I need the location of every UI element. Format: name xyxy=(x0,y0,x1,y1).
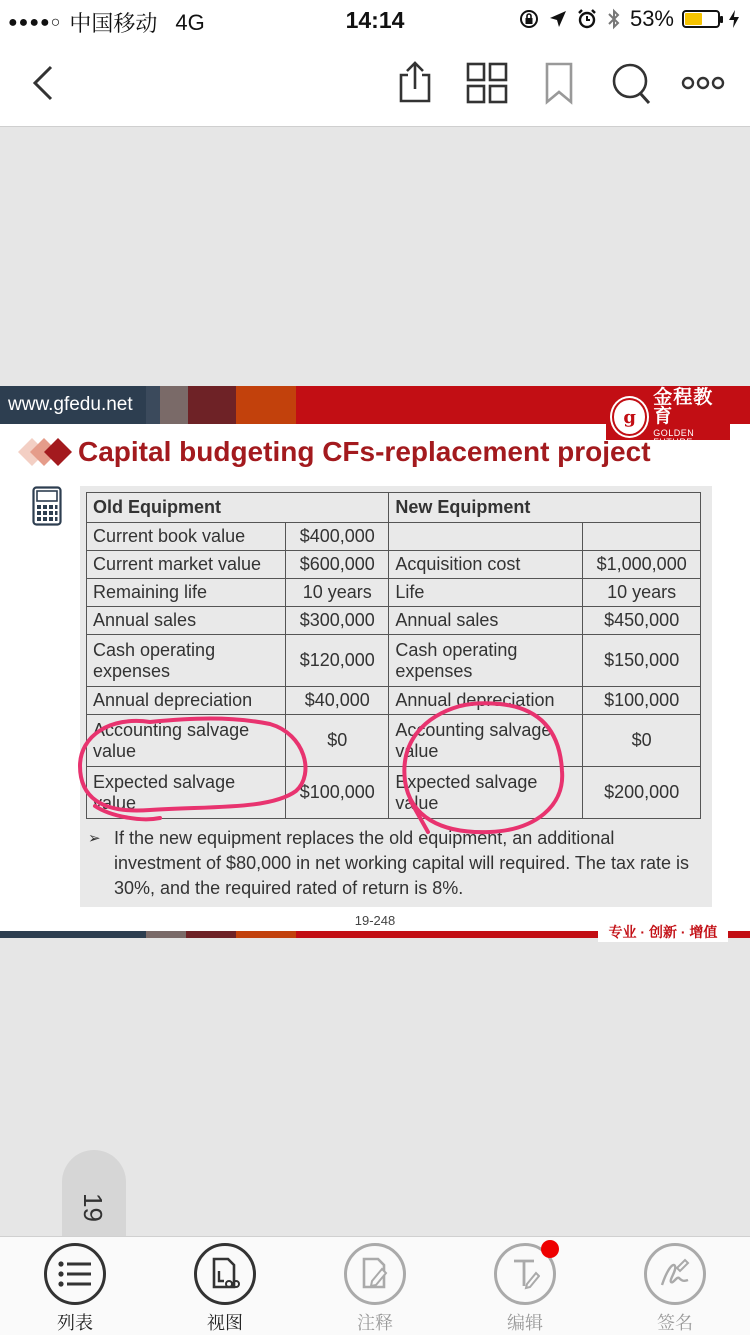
title-diamonds-icon xyxy=(18,436,76,468)
table-row xyxy=(87,607,701,635)
old-value: $600,000 xyxy=(286,551,389,579)
new-label: Annual sales xyxy=(389,607,583,635)
new-value: $0 xyxy=(583,715,701,767)
new-value: 10 years xyxy=(583,579,701,607)
old-value: 10 years xyxy=(286,579,389,607)
nav-annotate-label: 注释 xyxy=(357,1313,393,1333)
nav-signature-label: 签名 xyxy=(657,1313,693,1333)
charging-bolt-icon xyxy=(728,9,740,29)
nav-view-label: 视图 xyxy=(207,1313,243,1333)
carrier-name: 中国移动 xyxy=(69,11,158,36)
new-value: $450,000 xyxy=(583,607,701,635)
share-icon xyxy=(393,61,437,105)
table-row xyxy=(87,635,701,687)
table-row xyxy=(87,767,701,819)
status-left xyxy=(8,7,205,38)
old-value: $40,000 xyxy=(286,687,389,715)
new-equipment-header: New Equipment xyxy=(389,493,701,523)
old-label: Expected salvage value xyxy=(87,767,286,819)
view-icon xyxy=(210,1257,240,1291)
new-value: $100,000 xyxy=(583,687,701,715)
bullet-arrow-icon: ➢ xyxy=(88,830,101,847)
notification-dot xyxy=(541,1240,559,1258)
logo-seal-icon: g xyxy=(612,398,647,436)
old-value: $100,000 xyxy=(286,767,389,819)
new-value: $1,000,000 xyxy=(583,551,701,579)
table-row xyxy=(87,523,701,551)
annotate-icon xyxy=(360,1257,390,1291)
old-equipment-header: Old Equipment xyxy=(87,493,389,523)
old-value: $300,000 xyxy=(286,607,389,635)
status-time: 14:14 xyxy=(345,7,405,33)
bottom-navigation xyxy=(0,1236,750,1335)
signature-icon xyxy=(659,1258,691,1290)
slide-content-box xyxy=(80,486,712,907)
new-label: Life xyxy=(389,579,583,607)
old-label: Annual depreciation xyxy=(87,687,286,715)
more-button[interactable] xyxy=(678,58,728,108)
new-value: $150,000 xyxy=(583,635,701,687)
old-value: $400,000 xyxy=(286,523,389,551)
table-header-row xyxy=(87,493,701,523)
signal-strength-icon: ●●●●○ xyxy=(8,13,62,31)
battery-percent: 53% xyxy=(629,6,674,31)
chevron-left-icon xyxy=(23,61,67,105)
logo-chinese-name: 金程教育 xyxy=(653,386,714,427)
grid-icon xyxy=(465,61,509,105)
nav-annotate[interactable] xyxy=(320,1243,430,1335)
thumbnails-button[interactable] xyxy=(462,58,512,108)
old-label: Current book value xyxy=(87,523,286,551)
new-label: Accounting salvage value xyxy=(389,715,583,767)
new-label: Cash operating expenses xyxy=(389,635,583,687)
battery-icon xyxy=(682,10,720,28)
brand-logo xyxy=(606,386,730,447)
old-value: $120,000 xyxy=(286,635,389,687)
list-icon xyxy=(58,1260,92,1288)
table-row xyxy=(87,579,701,607)
bookmark-button[interactable] xyxy=(534,58,584,108)
new-label: Expected salvage value xyxy=(389,767,583,819)
document-slide[interactable] xyxy=(0,386,750,938)
search-button[interactable] xyxy=(606,58,656,108)
page-indicator-number: 19 xyxy=(77,1193,108,1222)
alarm-icon xyxy=(576,8,598,30)
table-row xyxy=(87,715,701,767)
slide-url: www.gfedu.net xyxy=(0,386,146,424)
status-bar xyxy=(0,0,750,40)
battery-fill xyxy=(685,13,702,25)
reader-toolbar xyxy=(0,40,750,127)
bookmark-icon xyxy=(537,61,581,105)
slide-title: Capital budgeting CFs-replacement project xyxy=(78,436,651,467)
new-label: Acquisition cost xyxy=(389,551,583,579)
bullet-text: If the new equipment replaces the old equipment, an additional investment of $80,000 in net working capital will required. The tax rate is 30%, and the required rated of return is 8%. xyxy=(114,828,689,898)
nav-list-label: 列表 xyxy=(57,1313,93,1333)
slide-page-number: 19-248 xyxy=(354,913,396,928)
calculator-icon xyxy=(32,486,62,526)
bullet-note xyxy=(88,826,700,901)
share-button[interactable] xyxy=(390,58,440,108)
rotation-lock-icon xyxy=(518,8,540,30)
nav-edit[interactable] xyxy=(470,1243,580,1335)
location-arrow-icon xyxy=(548,9,568,29)
old-label: Accounting salvage value xyxy=(87,715,286,767)
nav-signature[interactable] xyxy=(620,1243,730,1335)
status-right xyxy=(518,6,740,32)
edit-text-icon xyxy=(510,1258,540,1290)
table-row xyxy=(87,687,701,715)
bluetooth-icon xyxy=(606,7,622,31)
slide-slogan: 专业 · 创新 · 增值 xyxy=(598,922,728,942)
search-icon xyxy=(609,61,653,105)
old-label: Remaining life xyxy=(87,579,286,607)
nav-list[interactable] xyxy=(20,1243,130,1335)
new-label: Annual depreciation xyxy=(389,687,583,715)
old-label: Cash operating expenses xyxy=(87,635,286,687)
old-label: Current market value xyxy=(87,551,286,579)
new-value xyxy=(583,523,701,551)
table-row xyxy=(87,551,701,579)
nav-edit-label: 编辑 xyxy=(507,1313,543,1333)
old-value: $0 xyxy=(286,715,389,767)
new-value: $200,000 xyxy=(583,767,701,819)
logo-english-name: GOLDEN FUTURE xyxy=(653,427,695,447)
more-icon xyxy=(681,61,725,105)
network-type: 4G xyxy=(175,9,205,35)
old-label: Annual sales xyxy=(87,607,286,635)
equipment-comparison-table xyxy=(86,492,701,819)
nav-view[interactable] xyxy=(170,1243,280,1335)
back-button[interactable] xyxy=(20,58,70,108)
new-label xyxy=(389,523,583,551)
